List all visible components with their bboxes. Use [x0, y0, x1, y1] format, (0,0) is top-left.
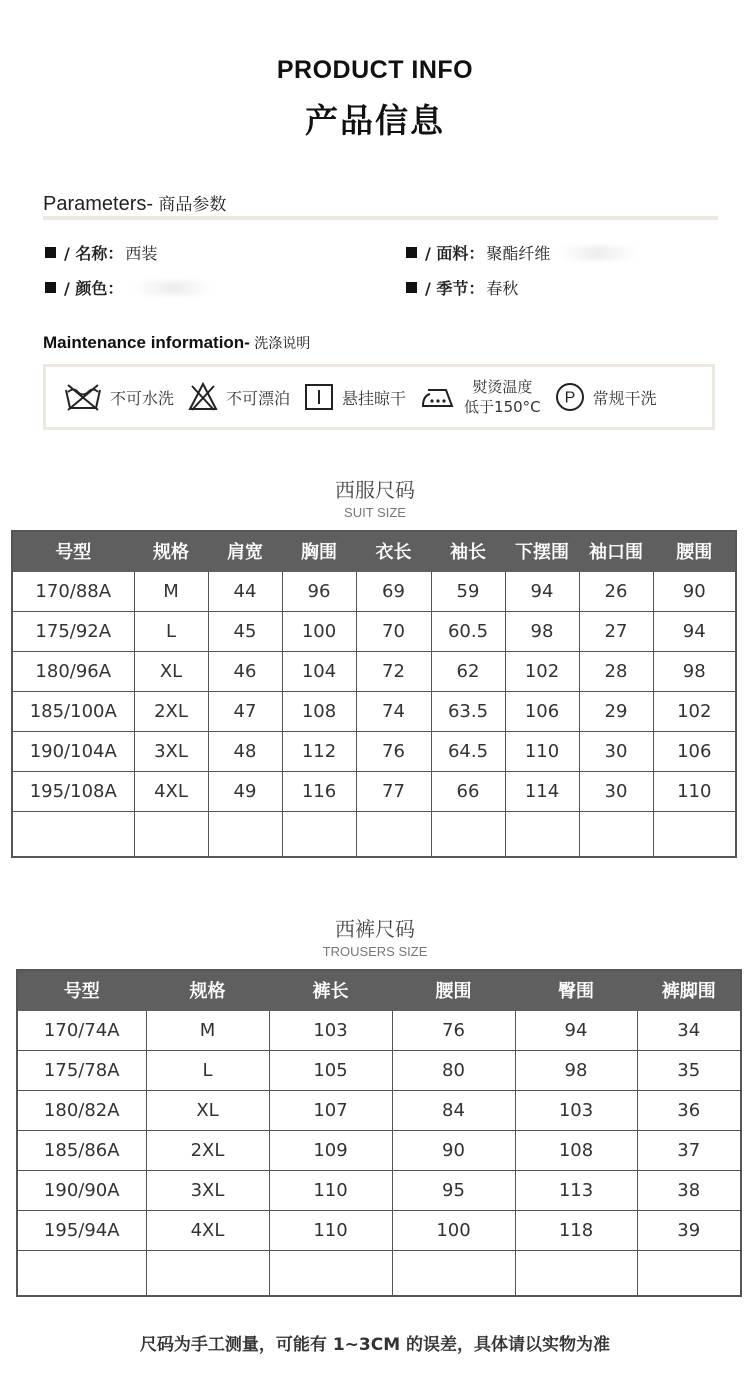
table-cell: 103 [269, 1010, 392, 1050]
table-cell: 103 [515, 1090, 637, 1130]
table-cell: XL [146, 1090, 269, 1130]
care-label: 常规干洗 [592, 388, 657, 408]
table-cell: 36 [637, 1090, 741, 1130]
table-cell: 28 [579, 651, 653, 691]
table-cell: 84 [392, 1090, 515, 1130]
table-cell: 109 [269, 1130, 392, 1170]
title-english: PRODUCT INFO [276, 56, 474, 84]
table-row [17, 1210, 741, 1250]
table-cell: 110 [653, 771, 736, 811]
table-cell: 34 [637, 1010, 741, 1050]
table-cell: XL [134, 651, 208, 691]
param-name [45, 241, 157, 264]
table-cell: 77 [356, 771, 431, 811]
table-cell: 4XL [134, 771, 208, 811]
table-cell: 90 [653, 571, 736, 611]
care-label-line2: 低于150°C [464, 398, 541, 416]
empty-cell [653, 811, 736, 857]
column-header: 肩宽 [208, 531, 282, 571]
table-row [17, 1050, 741, 1090]
suit-size-heading [0, 474, 750, 520]
maintenance-heading [43, 333, 310, 353]
table-cell: 108 [282, 691, 356, 731]
table-cell: 48 [208, 731, 282, 771]
table-cell: L [134, 611, 208, 651]
empty-cell [269, 1250, 392, 1296]
table-cell: 76 [392, 1010, 515, 1050]
table-cell: M [146, 1010, 269, 1050]
param-label: / 颜色： [64, 279, 124, 298]
parameters-heading-zh: 商品参数 [153, 195, 227, 215]
table-cell: 114 [505, 771, 579, 811]
column-header: 裤长 [269, 970, 392, 1010]
table-cell: 98 [515, 1050, 637, 1090]
no-wash-icon [64, 382, 102, 412]
table-cell: 105 [269, 1050, 392, 1090]
table-cell: 37 [637, 1130, 741, 1170]
empty-cell [134, 811, 208, 857]
table-cell: 180/96A [12, 651, 134, 691]
table-cell: 49 [208, 771, 282, 811]
hang-dry-icon [304, 382, 334, 412]
column-header: 号型 [17, 970, 146, 1010]
care-no-bleach [188, 382, 290, 412]
table-cell: 74 [356, 691, 431, 731]
table-cell: 110 [269, 1210, 392, 1250]
empty-row [12, 811, 736, 857]
table-cell: 29 [579, 691, 653, 731]
column-header: 规格 [146, 970, 269, 1010]
table-cell: 107 [269, 1090, 392, 1130]
table-row [12, 731, 736, 771]
care-no-wash [64, 382, 174, 412]
param-value: 春秋 [486, 279, 519, 298]
param-label: / 名称： [64, 244, 124, 263]
table-cell: 185/86A [17, 1130, 146, 1170]
care-iron [420, 377, 541, 417]
care-hang-dry [304, 382, 406, 412]
table-row [17, 1010, 741, 1050]
table-cell: 60.5 [431, 611, 505, 651]
table-row [12, 611, 736, 651]
table-cell: 69 [356, 571, 431, 611]
page-header [0, 56, 750, 142]
bullet-square-icon [45, 247, 56, 258]
empty-cell [12, 811, 134, 857]
table-cell: 94 [505, 571, 579, 611]
table-cell: M [134, 571, 208, 611]
empty-cell [208, 811, 282, 857]
care-dry-clean [555, 382, 657, 412]
iron-icon [420, 382, 456, 412]
table-cell: 3XL [146, 1170, 269, 1210]
column-header: 腰围 [653, 531, 736, 571]
table-cell: 175/92A [12, 611, 134, 651]
title-chinese: 产品信息 [305, 101, 445, 140]
trousers-size-title-en: TROUSERS SIZE [322, 944, 428, 959]
table-cell: 116 [282, 771, 356, 811]
table-cell: 64.5 [431, 731, 505, 771]
column-header: 裤脚围 [637, 970, 741, 1010]
table-row [12, 771, 736, 811]
table-cell: 30 [579, 731, 653, 771]
table-cell: 195/94A [17, 1210, 146, 1250]
param-value: 聚酯纤维 [486, 244, 551, 263]
param-label: / 季节： [425, 279, 485, 298]
table-cell: 3XL [134, 731, 208, 771]
table-row [17, 1130, 741, 1170]
care-instructions-box [43, 364, 715, 430]
table-cell: 80 [392, 1050, 515, 1090]
table-cell: 112 [282, 731, 356, 771]
column-header: 规格 [134, 531, 208, 571]
table-cell: 30 [579, 771, 653, 811]
measurement-note: 尺码为手工测量，可能有 1~3CM 的误差，具体请以实物为准 [139, 1335, 611, 1355]
table-header-row [12, 531, 736, 571]
trousers-size-heading [0, 913, 750, 959]
empty-row [17, 1250, 741, 1296]
empty-cell [431, 811, 505, 857]
trousers-size-title-zh: 西裤尺码 [335, 917, 415, 941]
param-season [406, 276, 518, 299]
table-cell: 102 [653, 691, 736, 731]
table-cell: 2XL [146, 1130, 269, 1170]
parameters-divider [43, 216, 718, 220]
trousers-size-table [16, 969, 742, 1297]
svg-text:P: P [564, 389, 575, 407]
blurred-area [558, 246, 638, 260]
table-cell: 98 [505, 611, 579, 651]
parameters-heading [43, 190, 226, 216]
table-cell: 2XL [134, 691, 208, 731]
table-cell: 47 [208, 691, 282, 731]
table-cell: 106 [505, 691, 579, 731]
empty-cell [505, 811, 579, 857]
empty-cell [579, 811, 653, 857]
table-cell: 46 [208, 651, 282, 691]
table-cell: 63.5 [431, 691, 505, 731]
care-label: 不可漂泊 [226, 388, 291, 408]
table-cell: 106 [653, 731, 736, 771]
table-cell: 100 [282, 611, 356, 651]
column-header: 袖口围 [579, 531, 653, 571]
table-cell: 44 [208, 571, 282, 611]
empty-cell [637, 1250, 741, 1296]
bullet-square-icon [406, 247, 417, 258]
empty-cell [146, 1250, 269, 1296]
column-header: 衣长 [356, 531, 431, 571]
table-cell: 190/90A [17, 1170, 146, 1210]
table-cell: 118 [515, 1210, 637, 1250]
table-cell: 94 [653, 611, 736, 651]
table-cell: 38 [637, 1170, 741, 1210]
table-cell: L [146, 1050, 269, 1090]
table-cell: 108 [515, 1130, 637, 1170]
care-label-line1: 熨烫温度 [472, 378, 533, 396]
table-cell: 94 [515, 1010, 637, 1050]
table-cell: 104 [282, 651, 356, 691]
param-value: 西装 [125, 244, 158, 263]
table-cell: 170/74A [17, 1010, 146, 1050]
no-bleach-icon [188, 382, 218, 412]
table-cell: 110 [269, 1170, 392, 1210]
table-cell: 180/82A [17, 1090, 146, 1130]
table-cell: 190/104A [12, 731, 134, 771]
table-cell: 66 [431, 771, 505, 811]
table-header-row [17, 970, 741, 1010]
maintenance-heading-zh: 洗涤说明 [249, 336, 311, 352]
table-row [12, 691, 736, 731]
param-fabric [406, 241, 638, 264]
param-label: / 面料： [425, 244, 485, 263]
column-header: 胸围 [282, 531, 356, 571]
table-cell: 27 [579, 611, 653, 651]
table-cell: 26 [579, 571, 653, 611]
care-label [464, 377, 541, 417]
table-row [12, 651, 736, 691]
table-cell: 113 [515, 1170, 637, 1210]
table-cell: 45 [208, 611, 282, 651]
table-cell: 95 [392, 1170, 515, 1210]
care-label: 不可水洗 [110, 388, 175, 408]
empty-cell [356, 811, 431, 857]
maintenance-heading-en: Maintenance information- [43, 333, 250, 352]
empty-cell [392, 1250, 515, 1296]
column-header: 臀围 [515, 970, 637, 1010]
table-cell: 195/108A [12, 771, 134, 811]
table-cell: 175/78A [17, 1050, 146, 1090]
dry-clean-icon [555, 382, 585, 412]
table-cell: 96 [282, 571, 356, 611]
care-label: 悬挂晾干 [342, 388, 407, 408]
table-cell: 98 [653, 651, 736, 691]
table-cell: 4XL [146, 1210, 269, 1250]
column-header: 腰围 [392, 970, 515, 1010]
table-cell: 102 [505, 651, 579, 691]
empty-cell [515, 1250, 637, 1296]
table-cell: 185/100A [12, 691, 134, 731]
table-row [17, 1090, 741, 1130]
empty-cell [17, 1250, 146, 1296]
table-cell: 59 [431, 571, 505, 611]
table-cell: 100 [392, 1210, 515, 1250]
suit-size-title-zh: 西服尺码 [335, 478, 415, 502]
parameters-heading-en: Parameters- [43, 193, 154, 215]
table-cell: 76 [356, 731, 431, 771]
column-header: 号型 [12, 531, 134, 571]
param-color [45, 276, 213, 299]
table-cell: 70 [356, 611, 431, 651]
table-row [17, 1170, 741, 1210]
bullet-square-icon [45, 282, 56, 293]
table-row [12, 571, 736, 611]
table-cell: 35 [637, 1050, 741, 1090]
suit-size-title-en: SUIT SIZE [344, 505, 406, 520]
bullet-square-icon [406, 282, 417, 293]
column-header: 袖长 [431, 531, 505, 571]
table-cell: 39 [637, 1210, 741, 1250]
suit-size-table [11, 530, 737, 858]
table-cell: 90 [392, 1130, 515, 1170]
table-cell: 62 [431, 651, 505, 691]
table-cell: 72 [356, 651, 431, 691]
empty-cell [282, 811, 356, 857]
table-cell: 170/88A [12, 571, 134, 611]
column-header: 下摆围 [505, 531, 579, 571]
table-cell: 110 [505, 731, 579, 771]
blurred-area [133, 281, 213, 295]
